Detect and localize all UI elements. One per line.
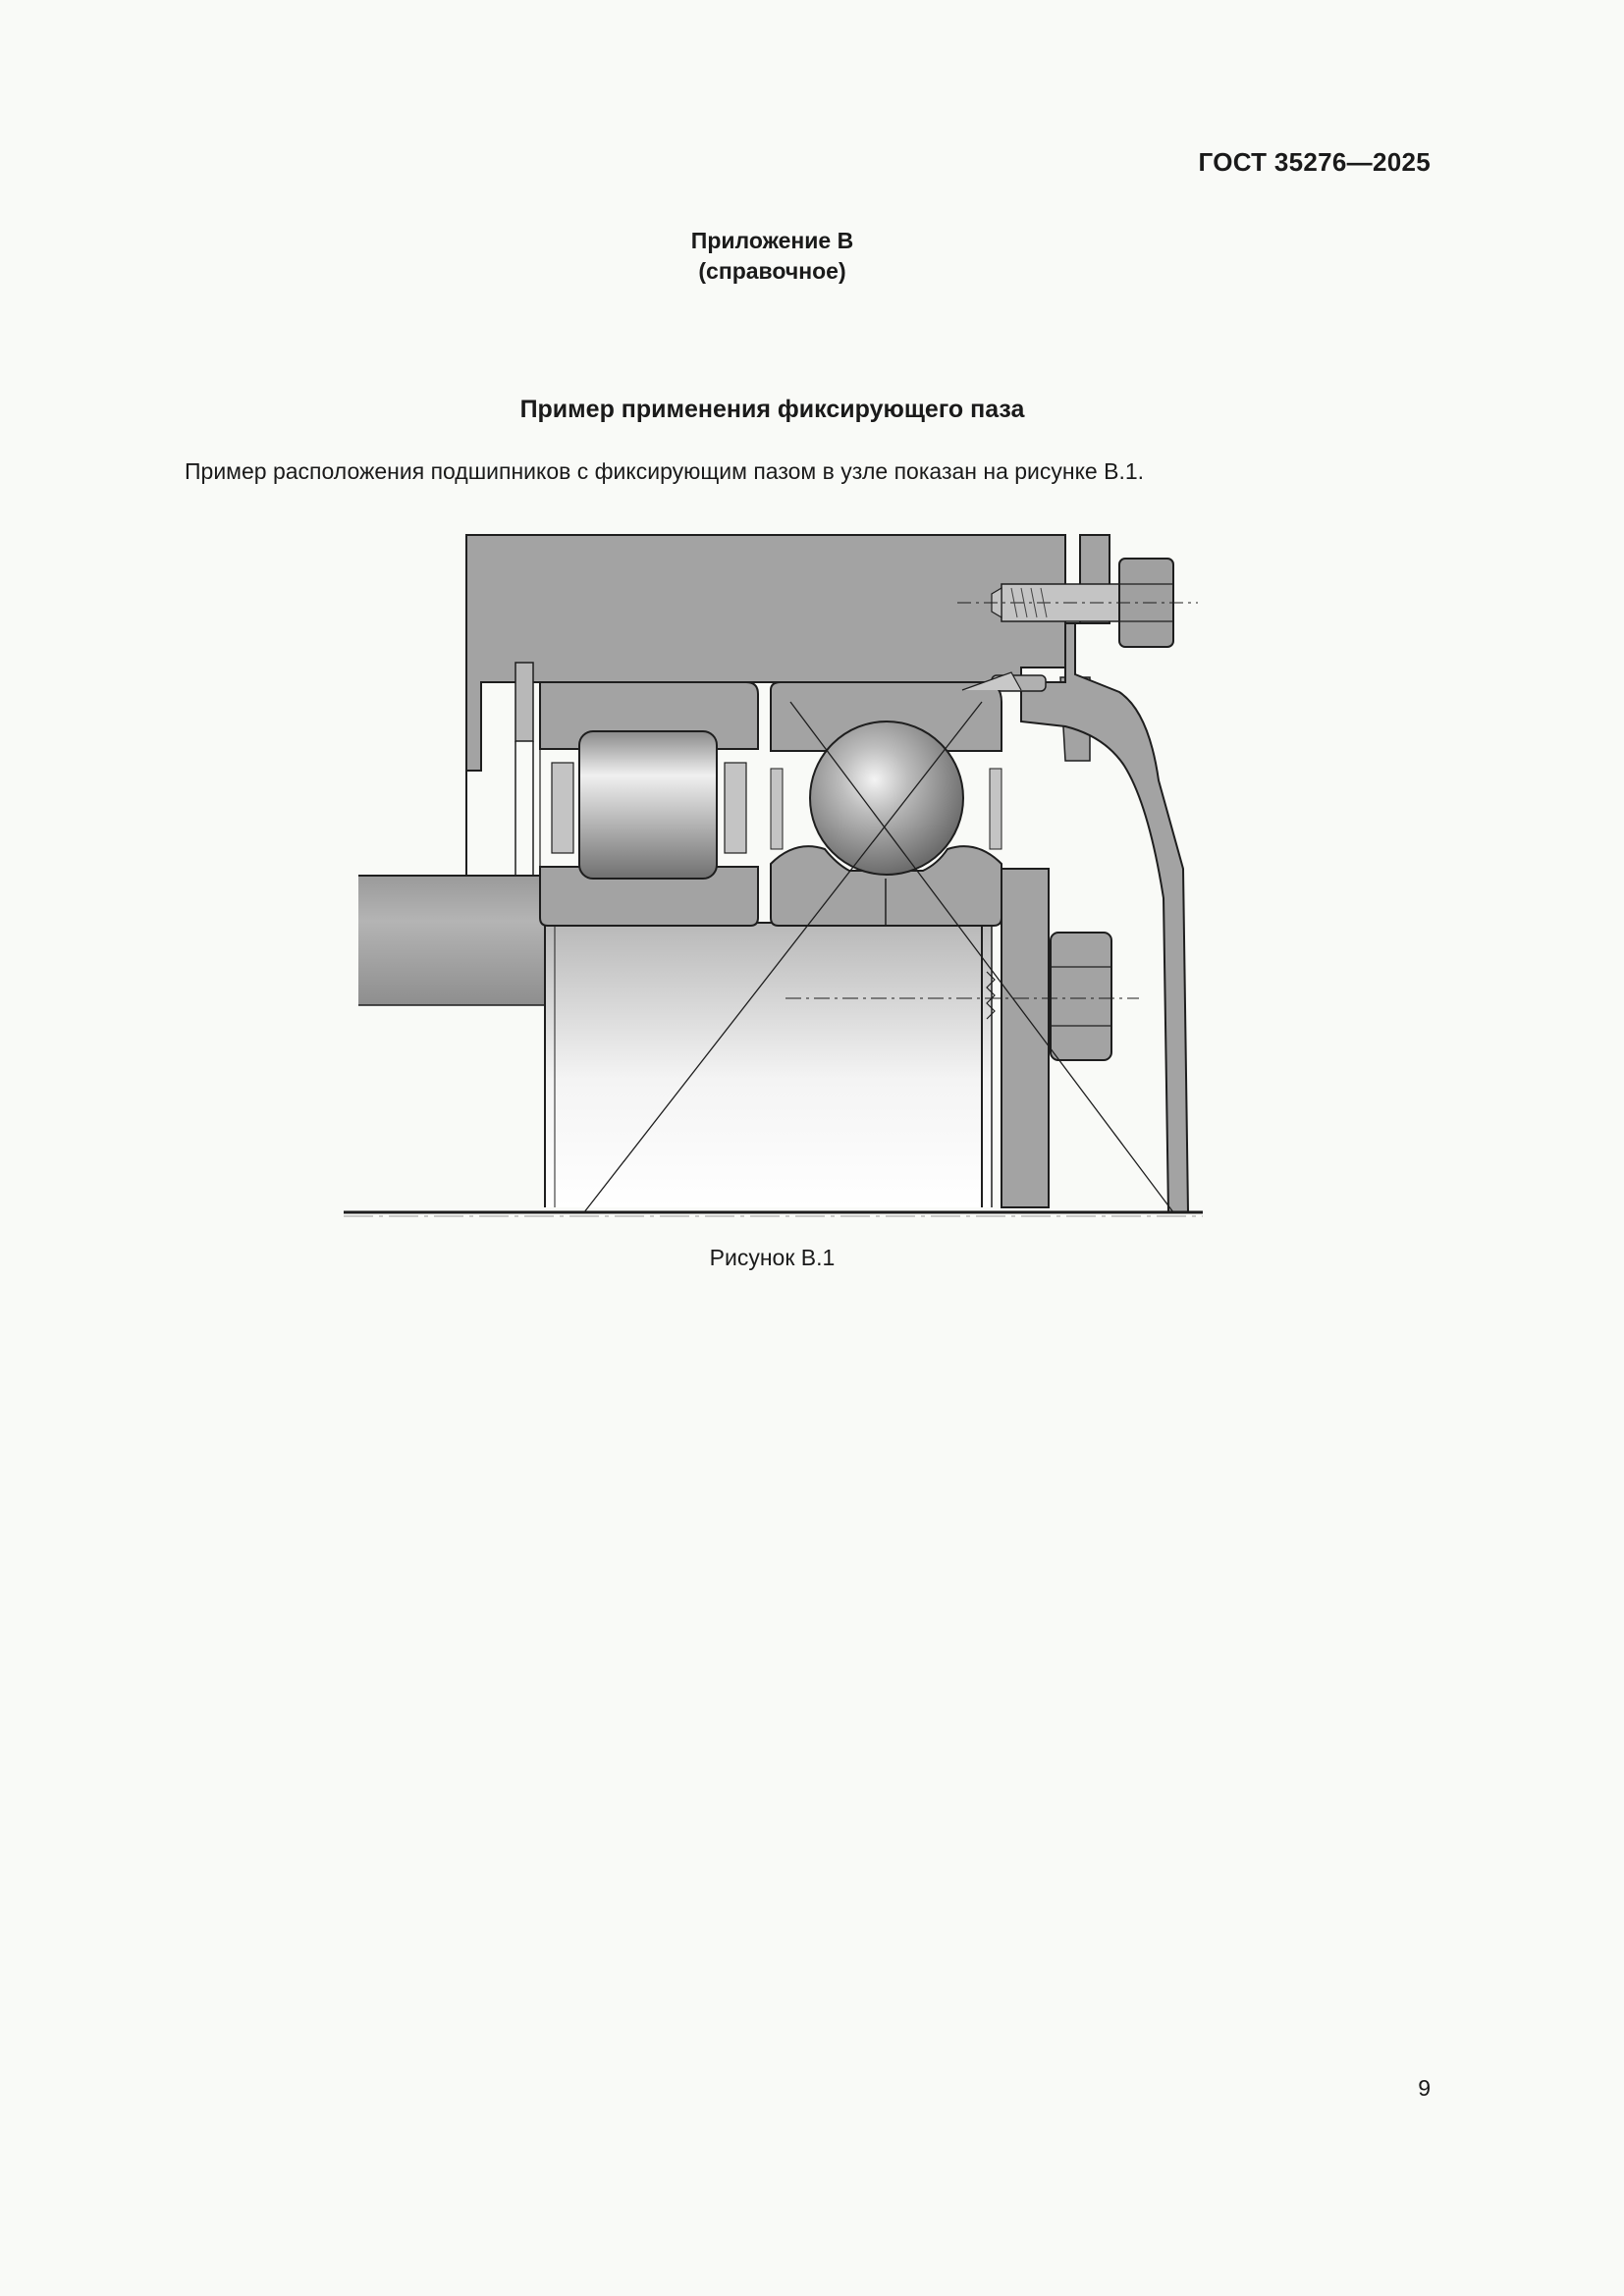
figure-caption: Рисунок В.1 [709,1245,836,1270]
cylindrical-roller [579,731,717,879]
section-title: Пример применения фиксирующего паза [519,396,1025,423]
left-spacer [515,663,533,741]
roller-bearing [540,682,758,926]
appendix-subtitle: (справочное) [698,258,846,284]
inner-sleeve [545,923,995,1207]
end-plate [1001,869,1049,1207]
document-number: ГОСТ 35276—2025 [1198,147,1431,177]
bearing-assembly-drawing [334,525,1218,1217]
ball-bearing [771,672,1021,926]
figure-bearing-assembly [334,525,1218,1217]
appendix-title: Приложение В [690,228,854,253]
bearing-ball [810,721,963,875]
shaft [358,876,550,1005]
intro-paragraph: Пример расположения подшипников с фиксирующим пазом в узле показан на рисунке В.1. [185,458,1145,484]
page-number: 9 [1418,2075,1431,2101]
appendix-heading [0,226,1544,287]
